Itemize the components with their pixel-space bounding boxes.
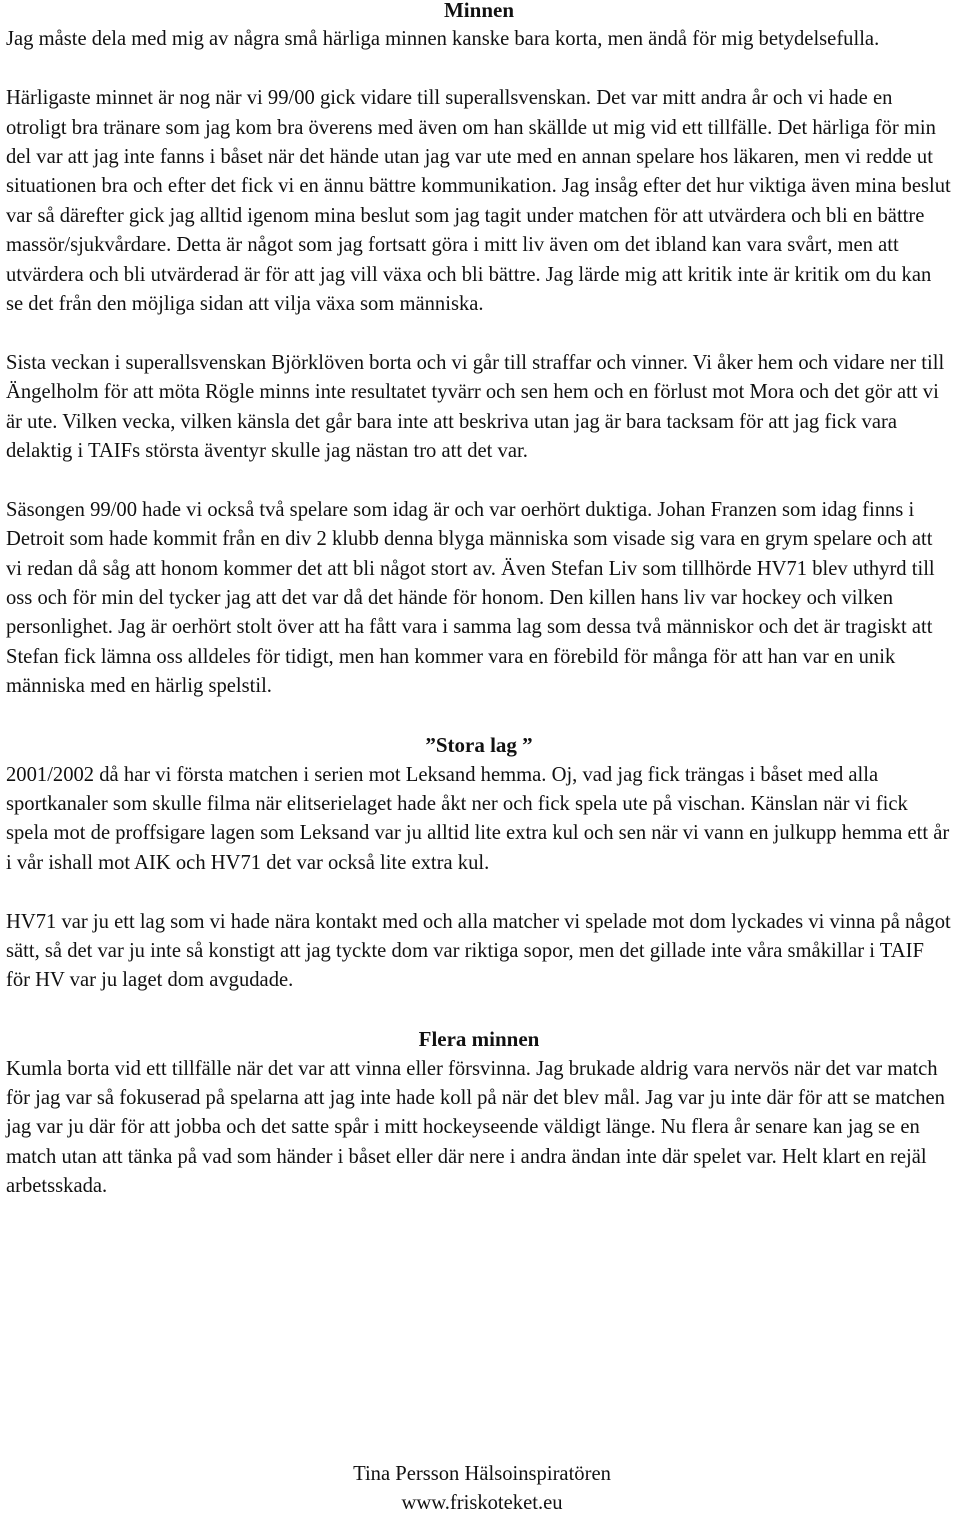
paragraph: Kumla borta vid ett tillfälle när det var att vinna eller försvinna. Jag brukade aldrig vara nervös när det var match för jag var så fokuserad på spelarna att jag inte hade koll på när det blev mål. Jag var ju inte där för att se matchen jag var ju där för att jobba och det satte spår i mitt hockeyseende väldigt länge. Nu flera år senare kan jag se en match utan att tänka på vad som händer i båset eller där nere i andra ändan inte där spelet var. Helt klart en rejäl arbetsskada. bbox=[6, 1057, 945, 1198]
section-heading: Minnen bbox=[443, 0, 514, 22]
section-heading: Flera minnen bbox=[418, 1027, 540, 1052]
document-page bbox=[6, 0, 952, 1231]
paragraph: Jag måste dela med mig av några små härliga minnen kanske bara korta, men ändå för mig betydelsefulla. bbox=[6, 28, 880, 51]
paragraph: HV71 var ju ett lag som vi hade nära kontakt med och alla matcher vi spelade mot dom lyckades vi vinna på något sätt, så det var ju inte så konstigt att jag tyckte dom var riktiga sopor, men det gillade inte våra småkillar i TAIF för HV var ju laget dom avgudade. bbox=[6, 910, 951, 992]
footer-author: Tina Persson Hälsoinspiratören bbox=[353, 1463, 611, 1485]
section-heading: ”Stora lag ” bbox=[425, 733, 533, 758]
page-footer bbox=[0, 1460, 960, 1518]
section-stora-lag bbox=[6, 731, 952, 996]
paragraph: 2001/2002 då har vi första matchen i serien mot Leksand hemma. Oj, vad jag fick trängas i båset med alla sportkanaler som skulle filma när elitserielaget hade åkt ner och fick spela ute på vischan. Känslan när vi fick spela mot de proffsigare lagen som Leksand var ju alltid lite extra kul och sen när vi vann en julkupp hemma ett år i vår ishall mot AIK och HV71 det var också lite extra kul. bbox=[6, 763, 950, 874]
section-minnen bbox=[6, 0, 952, 702]
paragraph: Härligaste minnet är nog när vi 99/00 gick vidare till superallsvenskan. Det var mitt andra år och vi hade en otroligt bra tränare som jag kom bra överens med även om han skällde ut mig vid ett tillfälle. Det härliga för min del var att jag inte fanns i båset när det hände utan jag var ute med en annan spelare hos läkaren, men vi redde ut situationen bra och efter det fick vi en ännu bättre kommunikation. Jag insåg efter det hur viktiga även mina beslut var så därefter gick jag alltid igenom mina beslut som jag tagit under matchen för att utvärdera och bli en bättre massör/sjukvårdare. Detta är något som jag fortsatt göra i mitt liv även om det ibland kan vara svårt, men att utvärdera och bli utvärderad är för att jag vill växa och bli bättre. Jag lärde mig att kritik inte är kritik om du kan se det från den möjliga sidan att vilja växa som människa. bbox=[6, 87, 951, 316]
section-flera-minnen bbox=[6, 1025, 952, 1201]
paragraph: Säsongen 99/00 hade vi också två spelare som idag är och var oerhört duktiga. Johan Franzen som idag finns i Detroit som hade kommit från en div 2 klubb denna blyga människa som visade sig vara en grym spelare och att vi redan då såg att honom kommer det att bli något stort av. Även Stefan Liv som tillhörde HV71 blev uthyrd till oss och för min del tycker jag att det var då det hände för honom. Den killen hans liv var hockey och vilken personlighet. Jag är oerhört stolt över att ha fått vara i samma lag som dessa två människor och det är tragiskt att Stefan fick lämna oss alldeles för tidigt, men han kommer vara en förebild för många för att han var en unik människa med en härlig spelstil. bbox=[6, 498, 935, 698]
footer-website-link[interactable]: www.friskoteket.eu bbox=[401, 1492, 563, 1514]
paragraph: Sista veckan i superallsvenskan Björklöven borta och vi går till straffar och vinner. Vi åker hem och vidare ner till Ängelholm för att möta Rögle minns inte resultatet tyvärr och sen hem och en förlust mot Mora och det gör att vi är ute. Vilken vecka, vilken känsla det går bara inte att beskriva utan jag är bara tacksam för att jag fick vara delaktig i TAIFs största äventyr skulle jag nästan tro att det var. bbox=[6, 351, 945, 463]
